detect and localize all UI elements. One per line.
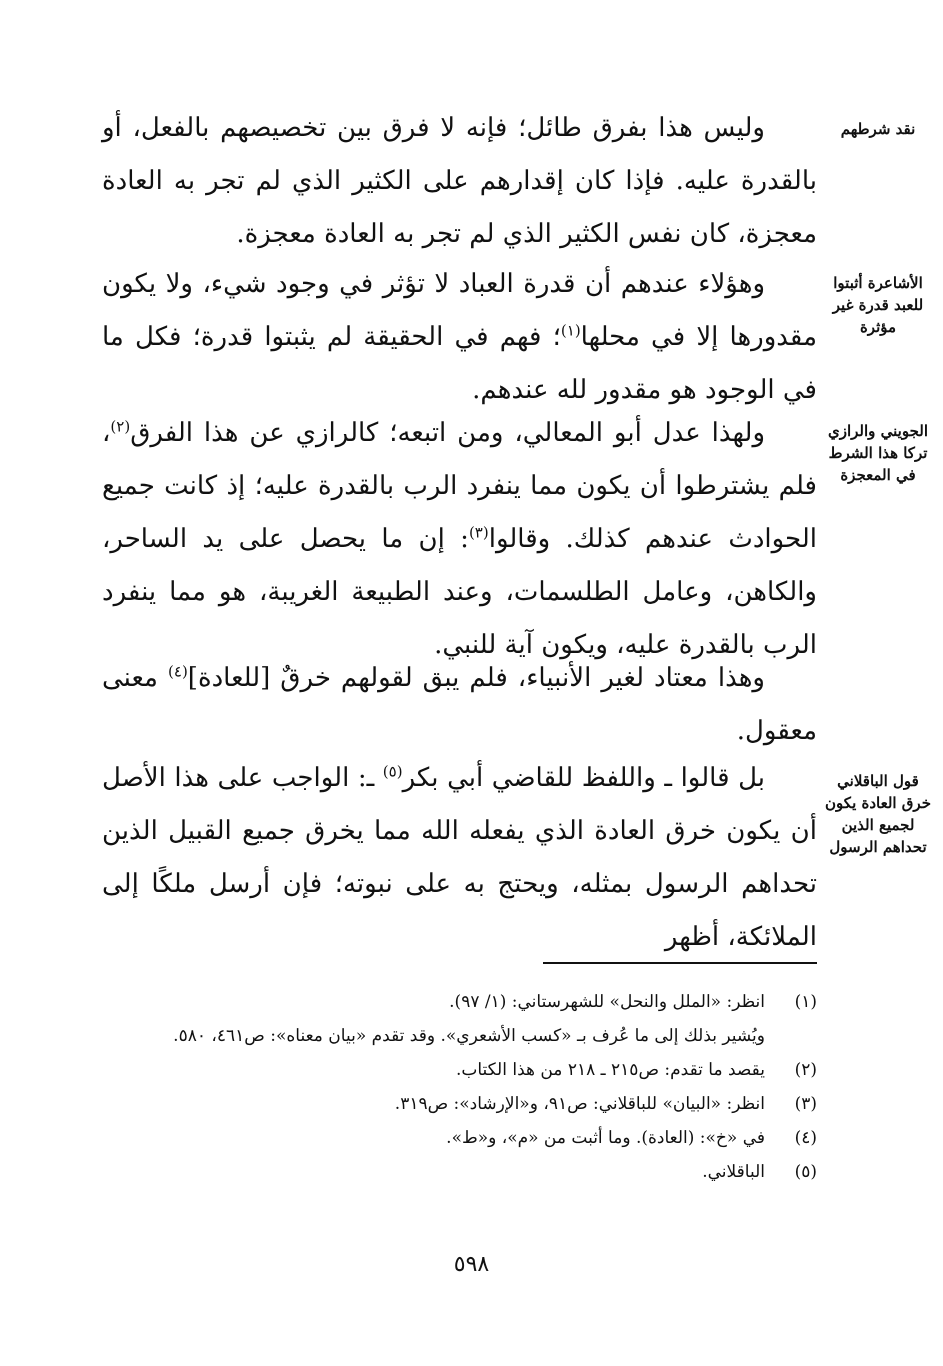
footnote-text: ويُشير بذلك إلى ما عُرف بـ «كسب الأشعري». وقد تقدم «بيان معناه»: ص٤٦١، ٥٨٠. bbox=[173, 1026, 765, 1046]
footnote-4 bbox=[120, 1121, 817, 1155]
footnote-number: (٤) bbox=[794, 1128, 817, 1148]
paragraph-2 bbox=[102, 258, 817, 417]
paragraph-5-text-a: بل قالوا ـ واللفظ للقاضي أبي بكر bbox=[402, 763, 765, 793]
footnote-ref-5: (٥) bbox=[382, 762, 403, 781]
paragraph-1: وليس هذا بفرق طائل؛ فإنه لا فرق بين تخصيصهم بالفعل، أو بالقدرة عليه. فإذا كان إقدارهم على الكثير الذي لم تجر به العادة معجزة، كان نفس الكثير الذي لم تجر به العادة معجزة. bbox=[102, 113, 817, 249]
footnote-text: انظر: «البيان» للباقلاني: ص٩١، و«الإرشاد»: ص٣١٩. bbox=[394, 1094, 765, 1114]
margin-note-1: نقد شرطهم bbox=[840, 120, 916, 138]
footnotes bbox=[120, 985, 817, 1189]
page-number: ٥٩٨ bbox=[453, 1252, 490, 1277]
paragraph-5 bbox=[102, 752, 817, 964]
footnote-text: يقصد ما تقدم: ص٢١٥ ـ ٢١٨ من هذا الكتاب. bbox=[455, 1060, 765, 1080]
paragraph-4-text-a: وهذا معتاد لغير الأنبياء، فلم يبق لقولهم خرقٌ [للعادة] bbox=[187, 663, 765, 693]
paragraph-3-text-b: ، فلم يشترطوا أن يكون مما ينفرد الرب بالقدرة عليه؛ إذ كانت جميع الحوادث عندهم كذلك. وقالوا bbox=[102, 418, 817, 554]
margin-note-3: الجويني والرازي تركا هذا الشرط في المعجزة bbox=[827, 422, 928, 484]
footnote-ref-1: (١) bbox=[560, 321, 581, 340]
footnote-3 bbox=[120, 1087, 817, 1121]
margin-note-2: الأشاعرة أثبتوا للعبد قدرة غير مؤثرة bbox=[832, 274, 924, 336]
footnote-separator bbox=[543, 962, 817, 964]
paragraph-4 bbox=[102, 652, 817, 758]
margin-note-4: قول الباقلاني خرق العادة يكون لجميع الذين تحداهم الرسول bbox=[825, 772, 931, 856]
footnote-text: انظر: «الملل والنحل» للشهرستاني: (١/ ٩٧). bbox=[449, 992, 765, 1012]
footnote-1 bbox=[120, 985, 817, 1019]
footnote-number bbox=[765, 1019, 817, 1053]
paragraph-4-text-b: معنى معقول. bbox=[102, 663, 817, 746]
footnote-1-continuation bbox=[120, 1019, 817, 1053]
paragraph-3-text-a: ولهذا عدل أبو المعالي، ومن اتبعه؛ كالرازي عن هذا الفرق bbox=[130, 418, 765, 448]
footnote-ref-3: (٣) bbox=[468, 523, 489, 542]
footnote-text: الباقلاني. bbox=[702, 1162, 765, 1182]
footnote-ref-2: (٢) bbox=[110, 417, 131, 436]
paragraph-2-text-b: ؛ فهم في الحقيقة لم يثبتوا قدرة؛ فكل ما في الوجود هو مقدور لله عندهم. bbox=[102, 322, 817, 405]
footnote-number: (٣) bbox=[794, 1094, 817, 1114]
footnote-2 bbox=[120, 1053, 817, 1087]
paragraph-3 bbox=[102, 407, 817, 672]
footnote-text: في «خ»: (العادة). وما أثبت من «م»، و«ط». bbox=[446, 1128, 765, 1148]
footnote-number: (٢) bbox=[794, 1060, 817, 1080]
paragraph-2-text-a: وهؤلاء عندهم أن قدرة العباد لا تؤثر في وجود شيء، ولا يكون مقدورها إلا في محلها bbox=[102, 269, 818, 352]
footnote-number: (١) bbox=[794, 992, 817, 1012]
footnote-5 bbox=[120, 1155, 817, 1189]
paragraph-3-text-c: : إن ما يحصل على يد الساحر، والكاهن، وعامل الطلسمات، وعند الطبيعة الغريبة، هو مما ينفرد الرب بالقدرة عليه، ويكون آية للنبي. bbox=[102, 524, 817, 660]
footnote-number: (٥) bbox=[794, 1162, 817, 1182]
paragraph-5-text-b: ـ: الواجب على هذا الأصل أن يكون خرق العادة الذي يفعله الله مما يخرق جميع القبيل الذين تحداهم الرسول بمثله، ويحتج به على نبوته؛ فإن أرسل ملكًا إلى الملائكة، أظهر bbox=[102, 763, 817, 952]
footnote-ref-4: (٤) bbox=[168, 662, 188, 681]
